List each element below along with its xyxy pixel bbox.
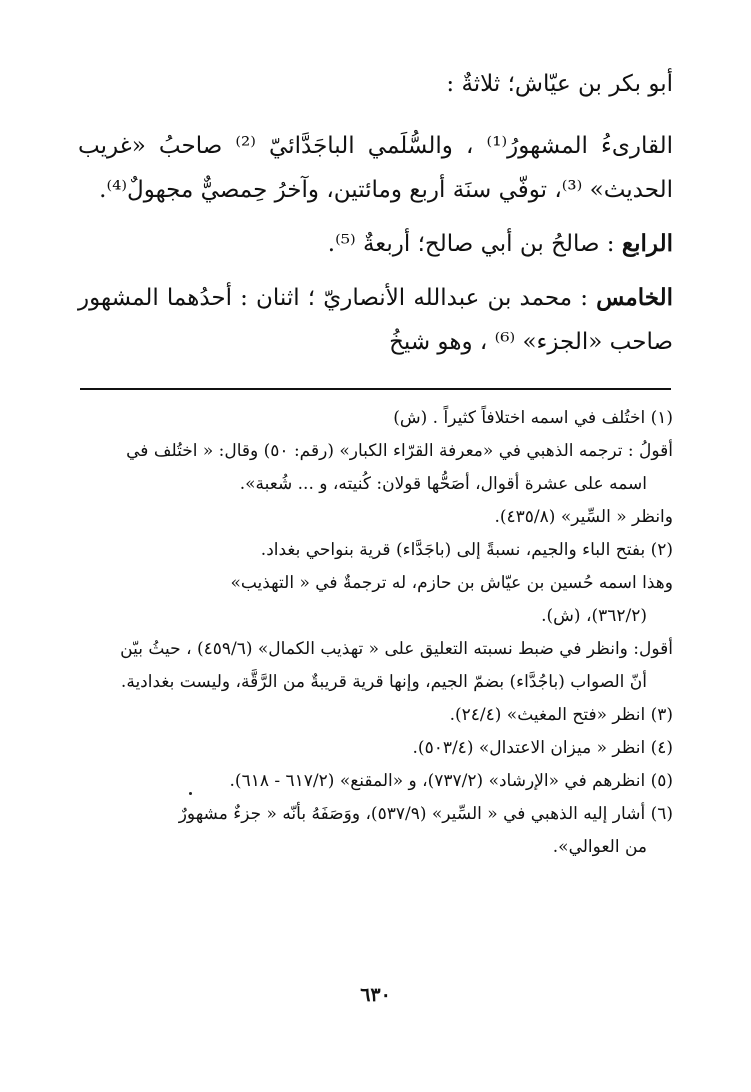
main-line-1: أبو بكر بن عيّاش؛ ثلاثةٌ :: [446, 71, 673, 97]
fourth-label: الرابع: [621, 230, 673, 257]
fourth-text: : صالحُ بن أبي صالح؛ أربعةٌ ⁽⁵⁾.: [327, 231, 615, 257]
footnote-1-comment: أقولُ : ترجمه الذهبي في «معرفة القرّاء الكبار» (رقم: ٥٠) وقال: « اختُلف في: [126, 441, 673, 461]
footnote-6: (٦) أشار إليه الذهبي في « السِّير» (٥٣٧/٩)، ووَصَفَهُ بأنّه « جزءٌ مشهورٌ: [178, 804, 673, 824]
footnote-2-cont: وهذا اسمه حُسين بن عيّاش بن حازم، له ترجمةٌ في « التهذيب»: [230, 573, 673, 593]
main-text: [78, 62, 673, 364]
main-paragraph-1: القارىءُ المشهورُ⁽¹⁾ ، والسُّلَمي الباجَدَّائيّ ⁽²⁾ صاحبُ «غريب الحديث» ⁽³⁾، توفّي سنَة أربع ومائتين، وآخرُ حِمصيٌّ مجهولٌ⁽⁴⁾.: [78, 133, 674, 203]
footnote-4: (٤) انظر « ميزان الاعتدال» (٥٠٣/٤).: [412, 738, 673, 758]
footnote-1-comment-cont: اسمه على عشرة أقوال، أصَحُّها قولان: كُنيته، و ... شُعبة».: [239, 474, 647, 494]
footnote-6-cont: من العوالي».: [552, 837, 647, 857]
footnote-2-comment: أقول: وانظر في ضبط نسبته التعليق على « تهذيب الكمال» (٤٥٩/٦) ، حيثُ بيّن: [120, 639, 673, 659]
footnote-5: (٥) انظرهم في «الإرشاد» (٧٣٧/٢)، و «المقنع» (٦١٧/٢ - ٦١٨).: [229, 771, 673, 791]
fifth-label: الخامس: [596, 284, 673, 311]
main-paragraph-fifth: [78, 276, 673, 364]
main-paragraph-fourth: [78, 222, 673, 266]
footnotes: [76, 402, 673, 864]
footnote-2-comment-cont: أنّ الصواب (باجُدَّاء) بضمّ الجيم، وإنها قرية قريبةٌ من الرَّقَّة، وليست بغدادية.: [120, 672, 647, 692]
footnote-1: (١) اختُلف في اسمه اختلافاً كثيراً . (ش): [393, 408, 673, 428]
footnote-1-see-also: وانظر « السِّير» (٤٣٥/٨).: [494, 507, 673, 527]
page-number: ٦٣٠: [360, 984, 391, 1006]
footnote-2: (٢) بفتح الباء والجيم، نسبةً إلى (باجَدَّاء) قرية بنواحي بغداد.: [260, 540, 673, 560]
ink-speck: [189, 792, 192, 795]
footnote-divider: [80, 388, 671, 390]
footnote-2-cont-b: (٣٦٢/٢)، (ش).: [541, 606, 647, 626]
footnote-3: (٣) انظر «فتح المغيث» (٢٤/٤).: [449, 705, 673, 725]
fifth-text: : محمد بن عبدالله الأنصاريّ ؛ اثنان : أحدُهما المشهور صاحب «الجزء» ⁽⁶⁾ ، وهو شيخُ: [78, 285, 673, 355]
